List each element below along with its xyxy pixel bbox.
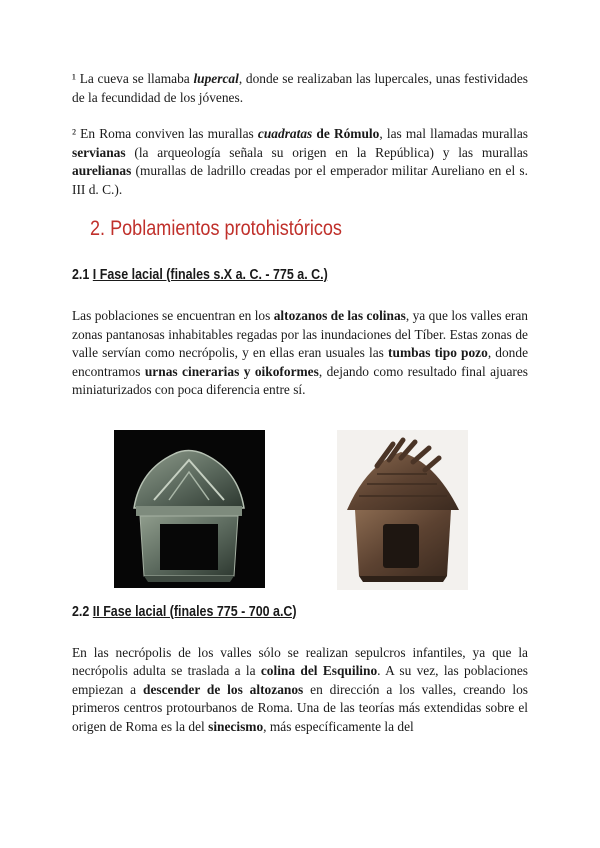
subsection-2-2-title: II Fase lacial (finales 775 - 700 a.C)	[92, 603, 297, 620]
footnote-1-mark: ¹	[72, 71, 77, 86]
figure-row	[72, 430, 528, 590]
footnote-2-mark: ²	[72, 126, 77, 141]
paragraph-fase-1: Las poblaciones se encuentran en los altozanos de las colinas, ya que los valles eran zonas pantanosas inhabitables regadas por las inundaciones del Tíber. Estas zonas de valle servían como necrópolis, y en ellas eran usuales las tumbas tipo pozo, donde encontramos urnas cinerarias y oikoformes, dejando como resultado final ajuares miniaturizados con poca diferencia entre sí.	[72, 308, 529, 397]
paragraph-fase-2: En las necrópolis de los valles sólo se realizan sepulcros infantiles, ya que la necrópolis adulta se traslada a la colina del Esquilino. A su vez, las poblaciones empiezan a descender de los altozanos en dirección a los valles, creando los primeros centros protourbanos de Roma. Una de las teorías más extendidas sobre el origen de Roma es la del sinecismo, más específicamente la del	[72, 644, 528, 734]
footnote-2: ² En Roma conviven las murallas cuadratas de Rómulo, las mal llamadas murallas servianas (la arqueología señala su origen en la República) y las murallas aurelianas (murallas de ladrillo creadas por el emperador militar Aureliano en el s. III d. C.).	[72, 126, 528, 197]
document-page	[72, 70, 528, 736]
section-title: 2. Poblamientos protohistóricos	[90, 217, 342, 240]
footnote-1-emphasis: lupercal	[193, 71, 239, 86]
hut-urn-brown-icon	[337, 430, 468, 590]
subsection-2-1-title: I Fase lacial (finales s.X a. C. - 775 a. C.)	[92, 267, 328, 283]
hut-urn-green-icon	[114, 430, 265, 588]
subsection-2-1-heading: 2.1 I Fase lacial (finales s.X a. C. - 775 a. C.)	[72, 267, 328, 283]
footnote-1: ¹ La cueva se llamaba lupercal, donde se realizaban las lupercales, unas festividades de la fecundidad de los jóvenes.	[72, 71, 529, 105]
subsection-2-2-heading: 2.2 II Fase lacial (finales 775 - 700 a.C)	[72, 603, 297, 620]
